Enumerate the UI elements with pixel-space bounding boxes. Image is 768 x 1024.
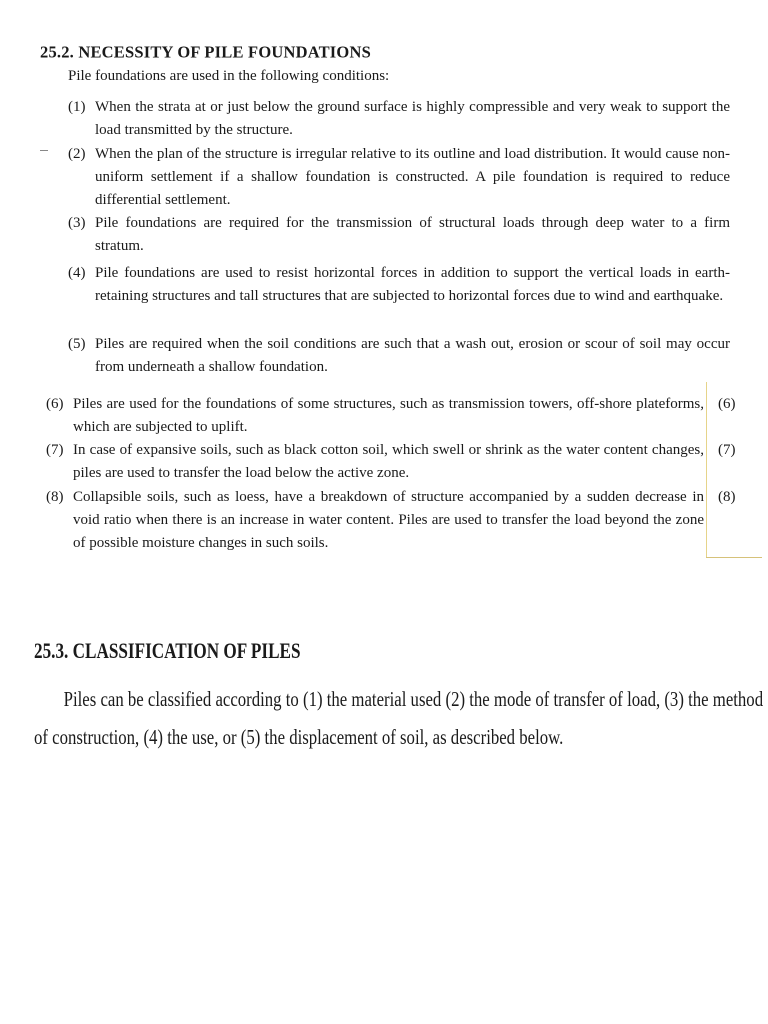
item-number: (8) (46, 489, 64, 505)
section-body (34, 680, 764, 756)
item-text: Pile foundations are required for the transmission of structural loads through deep water to a firm stratum. (95, 215, 730, 254)
item-number: (7) (46, 442, 64, 458)
section-heading-classification: 25.3. CLASSIFICATION OF PILES (34, 638, 301, 663)
side-item-number: (8) (718, 489, 736, 505)
item-text: When the strata at or just below the ground surface is highly compressible and very weak to support the load transmitted by the structure. (95, 99, 730, 138)
item-number: (5) (68, 336, 86, 352)
side-item-number: (6) (718, 396, 736, 412)
margin-mark (40, 150, 48, 151)
side-item-number: (7) (718, 442, 736, 458)
item-number: (3) (68, 215, 86, 231)
section-intro: Pile foundations are used in the following conditions: (68, 68, 390, 84)
side-column-rule (706, 557, 762, 558)
body-line: of construction, (4) the use, or (5) the displacement of soil, as described below. (34, 725, 564, 749)
item-text: Collapsible soils, such as loess, have a breakdown of structure accompanied by a sudden decrease in void ratio when there is an increase in water content. Piles are used to transfer the load beyond the zone of possible moisture changes in such soils. (73, 489, 704, 551)
item-number: (2) (68, 146, 86, 162)
item-text: Pile foundations are used to resist horizontal forces in addition to support the vertical loads in earth-retaining structures and tall structures that are subjected to horizontal forces due to wind and earthquake. (95, 265, 730, 304)
item-number: (6) (46, 396, 64, 412)
item-text: Piles are used for the foundations of some structures, such as transmission towers, off-shore plateforms, which are subjected to uplift. (73, 396, 704, 435)
item-text: Piles are required when the soil conditions are such that a wash out, erosion or scour of soil may occur from underneath a shallow foundation. (95, 336, 730, 375)
section-heading-necessity: 25.2. NECESSITY OF PILE FOUNDATIONS (40, 42, 371, 62)
body-line: Piles can be classified according to (1) the material used (2) the mode of transfer of load, (3) the method (63, 687, 764, 711)
item-number: (1) (68, 99, 86, 115)
item-number: (4) (68, 265, 86, 281)
item-text: In case of expansive soils, such as black cotton soil, which swell or shrink as the water content changes, piles are used to transfer the load below the active zone. (73, 442, 704, 481)
item-text: When the plan of the structure is irregular relative to its outline and load distribution. It would cause non-uniform settlement if a shallow foundation is constructed. A pile foundation is required to reduce differential settlement. (95, 146, 730, 208)
